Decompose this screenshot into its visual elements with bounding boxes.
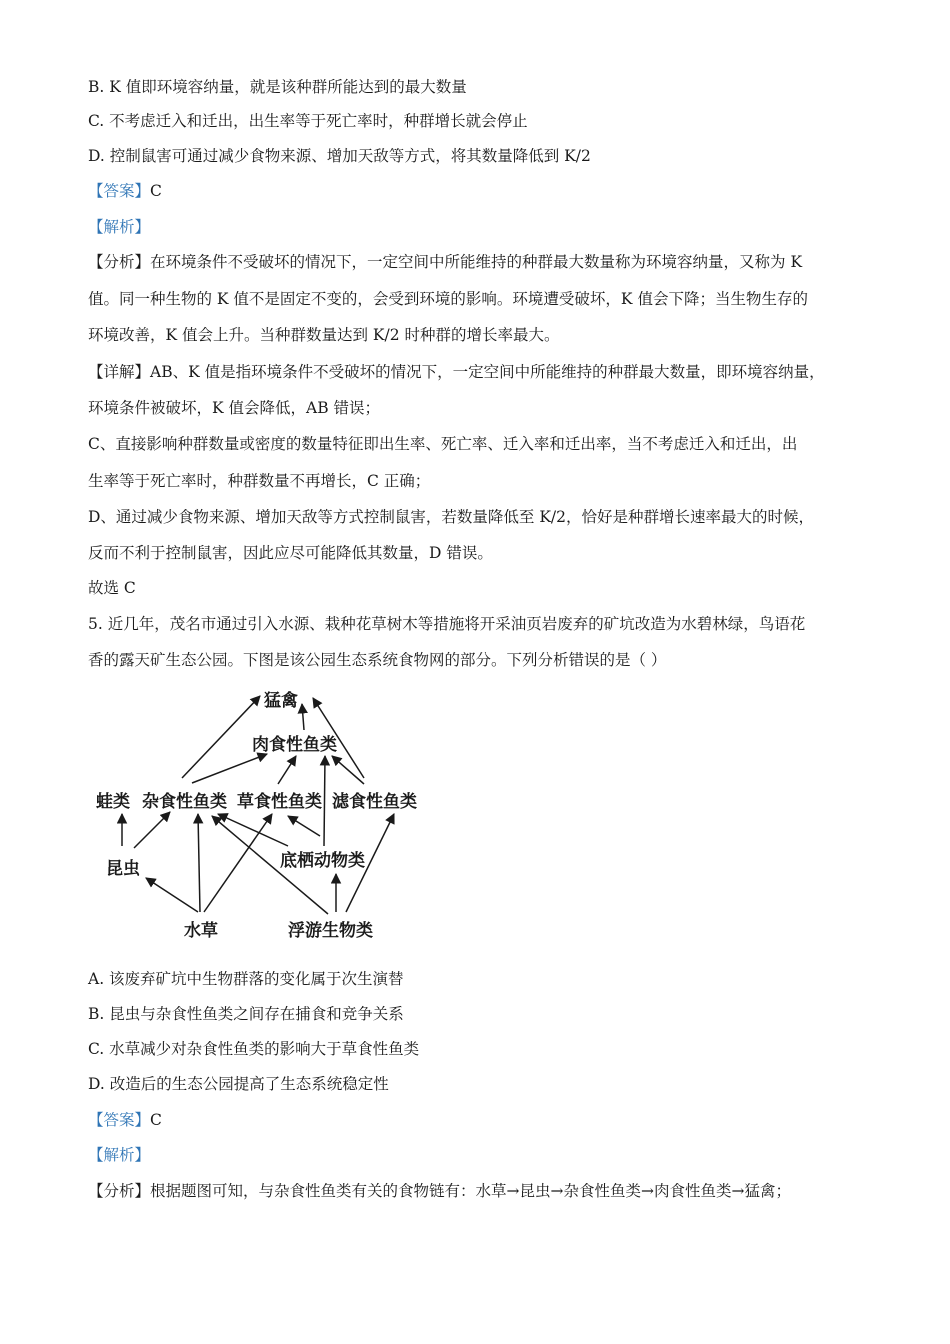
q5-fenxi-line-1 xyxy=(88,1181,791,1201)
food-web-diagram xyxy=(92,686,432,948)
answer-tag: 【答案】 xyxy=(88,1111,151,1129)
arrow-benthos-to-carnivorous xyxy=(324,756,325,846)
q4-detail-line-5: D、通过减少食物来源、增加天敌等方式控制鼠害，若数量降低至 K/2，恰好是种群增长速率最大的时候， xyxy=(88,508,815,526)
q4-option-c: C. 不考虑迁入和迁出，出生率等于死亡率时，种群增长就会停止 xyxy=(88,112,528,130)
q5-analysis-tag: 【解析】 xyxy=(88,1146,151,1164)
arrow-waterplant-to-omnivorous xyxy=(198,814,200,912)
node-herbivorous-fish: 草食性鱼类 xyxy=(237,792,322,812)
arrow-waterplant-to-insect xyxy=(146,878,198,912)
q4-detail-line-1 xyxy=(88,362,825,382)
node-carnivorous-fish: 肉食性鱼类 xyxy=(252,735,337,755)
node-frog: 蛙类 xyxy=(96,792,130,812)
arrow-omnivorous-to-raptor xyxy=(182,696,260,778)
node-benthos: 底栖动物类 xyxy=(280,851,365,871)
detail-text: AB、K 值是指环境条件不受破坏的情况下，一定空间中所能维持的种群最大数量，即环境容纳量， xyxy=(150,363,825,381)
fenxi-text: 根据题图可知，与杂食性鱼类有关的食物链有：水草→昆虫→杂食性鱼类→肉食性鱼类→猛禽； xyxy=(150,1182,791,1200)
detail-tag: 【详解】 xyxy=(88,363,151,381)
q4-fenxi-line-2: 值。同一种生物的 K 值不是固定不变的，会受到环境的影响。环境遭受破坏，K 值会下降；当生物生存的 xyxy=(88,290,808,308)
arrow-plankton-to-herbivorous xyxy=(288,816,320,836)
answer-tag: 【答案】 xyxy=(88,182,151,200)
node-raptor: 猛禽 xyxy=(264,691,298,711)
arrow-omnivorous-to-carnivorous xyxy=(192,754,267,783)
q4-option-b: B. K 值即环境容纳量，就是该种群所能达到的最大数量 xyxy=(88,78,467,96)
q5-stem-line-2: 香的露天矿生态公园。下图是该公园生态系统食物网的部分。下列分析错误的是（ ） xyxy=(88,651,667,669)
q4-detail-line-3: C、直接影响种群数量或密度的数量特征即出生率、死亡率、迁入率和迁出率，当不考虑迁入和迁出，出 xyxy=(88,435,798,453)
arrow-carnivorous-to-raptor xyxy=(302,704,304,730)
q4-fenxi-line-3: 环境改善，K 值会上升。当种群数量达到 K/2 时种群的增长率最大。 xyxy=(88,326,560,344)
q5-option-a: A. 该废弃矿坑中生物群落的变化属于次生演替 xyxy=(88,970,404,988)
node-water-plant: 水草 xyxy=(184,921,218,941)
arrow-herbivorous-to-carnivorous xyxy=(278,756,296,784)
q5-option-b: B. 昆虫与杂食性鱼类之间存在捕食和竞争关系 xyxy=(88,1005,404,1023)
arrow-waterplant-to-herbivorous xyxy=(204,814,272,912)
q4-answer xyxy=(88,181,162,201)
q4-fenxi-line-1 xyxy=(88,252,802,272)
q5-option-d: D. 改造后的生态公园提高了生态系统稳定性 xyxy=(88,1075,389,1093)
q5-option-c: C. 水草减少对杂食性鱼类的影响大于草食性鱼类 xyxy=(88,1040,420,1058)
q4-detail-line-2: 环境条件被破坏，K 值会降低，AB 错误； xyxy=(88,399,381,417)
fenxi-text: 在环境条件不受破坏的情况下，一定空间中所能维持的种群最大数量称为环境容纳量，又称为 K xyxy=(150,253,803,271)
fenxi-tag: 【分析】 xyxy=(88,253,151,271)
fenxi-tag: 【分析】 xyxy=(88,1182,151,1200)
node-omnivorous-fish: 杂食性鱼类 xyxy=(142,792,227,812)
answer-value: C xyxy=(150,182,162,200)
q5-stem-line-1: 5. 近几年，茂名市通过引入水源、栽种花草树木等措施将开采油页岩废弃的矿坑改造为水碧林绿，鸟语花 xyxy=(88,615,806,633)
q4-option-d: D. 控制鼠害可通过减少食物来源、增加天敌等方式，将其数量降低到 K/2 xyxy=(88,147,591,165)
q4-conclusion: 故选 C xyxy=(88,579,136,597)
arrow-insect-to-omnivorous xyxy=(134,812,170,848)
answer-value: C xyxy=(150,1111,162,1129)
q5-answer xyxy=(88,1110,162,1130)
node-filter-fish: 滤食性鱼类 xyxy=(332,792,417,812)
node-insect: 昆虫 xyxy=(106,859,140,879)
q4-detail-line-6: 反而不利于控制鼠害，因此应尽可能降低其数量，D 错误。 xyxy=(88,544,493,562)
q4-analysis-tag: 【解析】 xyxy=(88,218,151,236)
node-plankton: 浮游生物类 xyxy=(288,921,373,941)
q4-detail-line-4: 生率等于死亡率时，种群数量不再增长，C 正确； xyxy=(88,472,431,490)
